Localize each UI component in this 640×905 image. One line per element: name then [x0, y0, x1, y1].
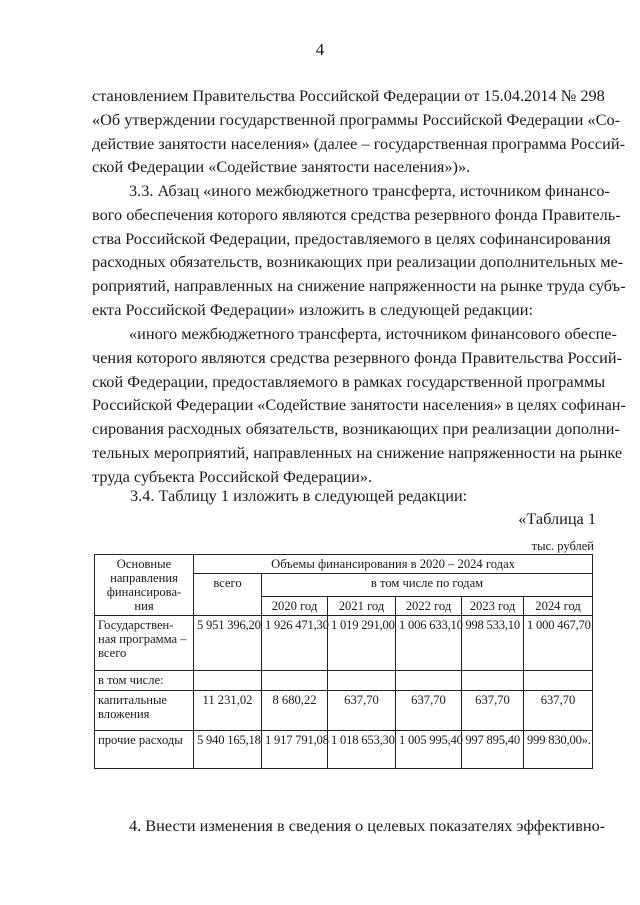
- table-unit: тыс. рублей: [531, 539, 594, 553]
- cell-value: 637,70: [328, 691, 396, 731]
- table-header-year: 2022 год: [396, 597, 462, 616]
- text-line: вого обеспечения которого являются средства резервного фонда Правитель-: [92, 204, 621, 224]
- page-number: 4: [315, 40, 325, 59]
- paragraph-decree-reference: [92, 84, 625, 179]
- cell-value: 1 926 471,30: [262, 616, 328, 671]
- paragraph-3-4: 3.4. Таблицу 1 изложить в следующей редакции:: [130, 486, 468, 505]
- table-row: [95, 691, 593, 731]
- cell-value: 1 019 291,00: [328, 616, 396, 671]
- table-row: [95, 671, 593, 691]
- cell-value: 1 000 467,70: [524, 616, 593, 671]
- cell-value: 999 830,00».: [524, 731, 593, 769]
- paragraph-new-wording: [92, 322, 626, 489]
- cell-value: 637,70: [396, 691, 462, 731]
- text-line: тельных мероприятий, направленных на снижение напряженности на рынке: [92, 442, 623, 462]
- cell-empty: [396, 671, 462, 691]
- table-header-year: 2021 год: [328, 597, 396, 616]
- cell-empty: [262, 671, 328, 691]
- cell-empty: [328, 671, 396, 691]
- text-line: сирования расходных обязательств, возникающих при реализации дополни-: [92, 419, 620, 439]
- text-line: ства Российской Федерации, предоставляемого в целях софинансирования: [92, 228, 611, 248]
- table-caption: «Таблица 1: [518, 509, 596, 528]
- text-line: 4. Внести изменения в сведения о целевых показателях эффективно-: [129, 816, 606, 835]
- text-line: «иного межбюджетного трансферта, источником финансового обеспе-: [129, 324, 617, 343]
- table-header-year: 2020 год: [262, 597, 328, 616]
- text-line: «Об утверждении государственной программы Российской Федерации «Со-: [92, 109, 621, 129]
- text-line: роприятий, направленных на снижение напряженности на рынке труда субъ-: [92, 276, 626, 296]
- table-row: [95, 616, 593, 671]
- cell-value: 1 018 653,30: [328, 731, 396, 769]
- cell-value: 637,70: [524, 691, 593, 731]
- cell-total: 11 231,02: [194, 691, 262, 731]
- table-header-by-years: в том числе по годам: [262, 574, 593, 597]
- text-line: ской Федерации, предоставляемого в рамках государственной программы: [92, 371, 606, 391]
- text-line: чения которого являются средства резервного фонда Правительства Россий-: [92, 347, 623, 367]
- cell-value: 8 680,22: [262, 691, 328, 731]
- cell-empty: [194, 671, 262, 691]
- text-line: труда субъекта Российской Федерации».: [92, 466, 373, 486]
- table-header-directions: Основные направления финансирова-ния: [95, 555, 194, 616]
- text-line: действие занятости населения» (далее – государственная программа Россий-: [92, 133, 625, 153]
- financing-table: [94, 554, 593, 769]
- row-label: капитальные вложения: [95, 691, 194, 731]
- cell-value: 997 895,40: [462, 731, 524, 769]
- text-line: расходных обязательств, возникающих при реализации дополнительных ме-: [92, 252, 624, 272]
- cell-total: 5 940 165,18: [194, 731, 262, 769]
- table-header-volumes: Объемы финансирования в 2020 – 2024 годах: [194, 555, 593, 574]
- cell-value: 1 917 791,08: [262, 731, 328, 769]
- table-header-year: 2024 год: [524, 597, 593, 616]
- text-line: екта Российской Федерации» изложить в следующей редакции:: [92, 299, 534, 319]
- cell-empty: [462, 671, 524, 691]
- paragraph-3-3: [92, 179, 626, 322]
- table-header-total: всего: [194, 574, 262, 616]
- paragraph-4: [92, 814, 606, 838]
- row-label: прочие расходы: [95, 731, 194, 769]
- text-line: 3.3. Абзац «иного межбюджетного трансферта, источником финансо-: [129, 181, 610, 200]
- text-line: Российской Федерации «Содействие занятости населения» в целях софинан-: [92, 395, 626, 415]
- table-row: [95, 731, 593, 769]
- cell-value: 1 005 995,40: [396, 731, 462, 769]
- cell-total: 5 951 396,20: [194, 616, 262, 671]
- row-label: в том числе:: [95, 671, 194, 691]
- row-label: Государствен-ная программа – всего: [95, 616, 194, 671]
- cell-empty: [524, 671, 593, 691]
- table-header-year: 2023 год: [462, 597, 524, 616]
- cell-value: 637,70: [462, 691, 524, 731]
- cell-value: 1 006 633,10: [396, 616, 462, 671]
- text-line: ской Федерации «Содействие занятости населения»)».: [92, 157, 471, 177]
- cell-value: 998 533,10: [462, 616, 524, 671]
- text-line: становлением Правительства Российской Федерации от 15.04.2014 № 298: [92, 86, 605, 105]
